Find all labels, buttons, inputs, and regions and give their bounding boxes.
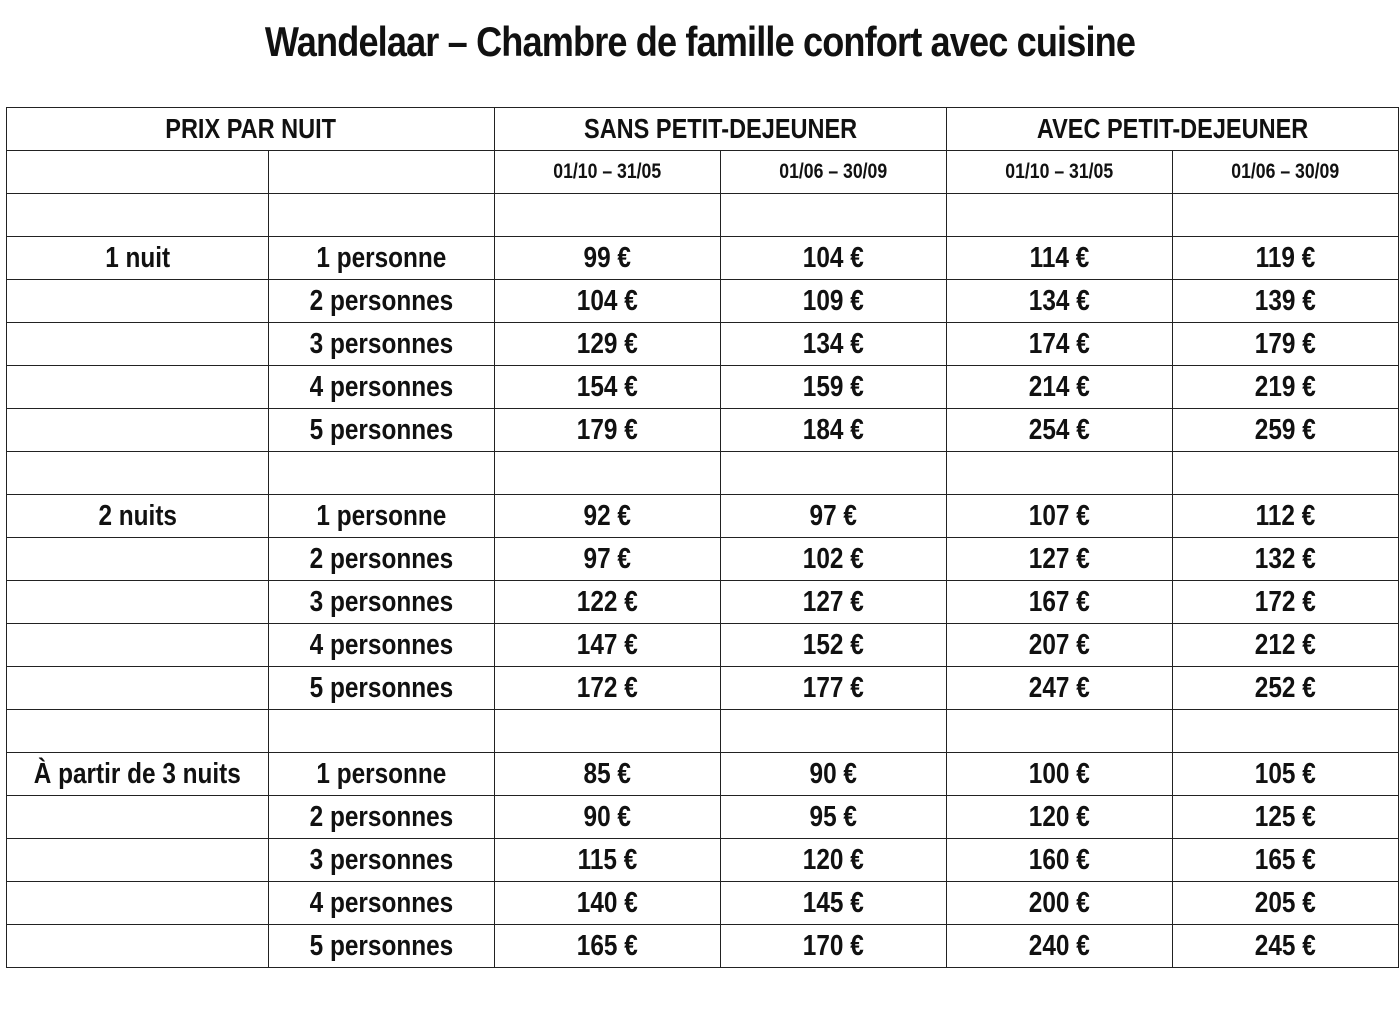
persons-label-text: 3 personnes [309, 327, 454, 360]
empty-cell [1173, 452, 1399, 495]
price-cell [947, 366, 1173, 409]
empty-cell [947, 194, 1173, 237]
empty-cell [7, 538, 269, 581]
price-cell [495, 667, 721, 710]
price-cell [1173, 495, 1399, 538]
persons-label [269, 796, 495, 839]
persons-label-text: 4 personnes [309, 370, 454, 403]
price-cell-text: 112 € [1255, 499, 1316, 532]
price-cell [947, 538, 1173, 581]
price-cell-text: 139 € [1255, 284, 1316, 317]
price-cell-text: 254 € [1029, 413, 1090, 446]
price-cell-text: 122 € [577, 585, 638, 618]
price-cell [1173, 882, 1399, 925]
price-cell-text: 97 € [583, 542, 632, 575]
empty-cell [269, 194, 495, 237]
price-row [7, 237, 1399, 280]
header-sans-petit-dejeuner [495, 108, 947, 151]
persons-label-text: 2 personnes [309, 284, 454, 317]
persons-label [269, 323, 495, 366]
persons-label [269, 280, 495, 323]
empty-cell [269, 151, 495, 194]
persons-label-text: 1 personne [316, 757, 447, 790]
price-cell-text: 100 € [1029, 757, 1090, 790]
price-cell-text: 172 € [1255, 585, 1316, 618]
price-cell-text: 165 € [577, 929, 638, 962]
empty-cell [7, 194, 269, 237]
price-cell-text: 125 € [1255, 800, 1316, 833]
persons-label [269, 237, 495, 280]
price-row [7, 839, 1399, 882]
empty-cell [269, 452, 495, 495]
price-cell [947, 581, 1173, 624]
price-cell-text: 184 € [803, 413, 864, 446]
price-cell [1173, 581, 1399, 624]
empty-cell [7, 323, 269, 366]
persons-label-text: 2 personnes [309, 800, 454, 833]
price-row [7, 409, 1399, 452]
price-cell [1173, 280, 1399, 323]
price-cell-text: 107 € [1029, 499, 1090, 532]
price-cell-text: 104 € [803, 241, 864, 274]
price-cell-text: 85 € [583, 757, 632, 790]
stay-length-label-text: 1 nuit [105, 241, 170, 274]
persons-label [269, 538, 495, 581]
persons-label-text: 5 personnes [309, 671, 454, 704]
price-cell-text: 90 € [809, 757, 858, 790]
price-cell [721, 882, 947, 925]
empty-cell [7, 796, 269, 839]
empty-cell [7, 581, 269, 624]
persons-label [269, 495, 495, 538]
price-row [7, 753, 1399, 796]
persons-label-text: 4 personnes [309, 886, 454, 919]
price-row [7, 624, 1399, 667]
price-row [7, 667, 1399, 710]
empty-cell [1173, 710, 1399, 753]
price-cell-text: 145 € [803, 886, 864, 919]
price-cell [947, 667, 1173, 710]
price-cell-text: 259 € [1255, 413, 1316, 446]
empty-cell [7, 366, 269, 409]
price-cell [947, 323, 1173, 366]
empty-cell [7, 280, 269, 323]
price-cell [947, 409, 1173, 452]
price-cell [721, 409, 947, 452]
stay-length-label [7, 237, 269, 280]
persons-label-text: 1 personne [316, 241, 447, 274]
price-cell [495, 323, 721, 366]
empty-cell [495, 710, 721, 753]
persons-label [269, 624, 495, 667]
price-cell [1173, 667, 1399, 710]
price-cell [1173, 366, 1399, 409]
empty-cell [495, 452, 721, 495]
price-cell-text: 214 € [1029, 370, 1090, 403]
price-cell-text: 205 € [1255, 886, 1316, 919]
price-cell-text: 127 € [803, 585, 864, 618]
price-cell-text: 114 € [1029, 241, 1090, 274]
persons-label-text: 5 personnes [309, 413, 454, 446]
price-cell-text: 104 € [577, 284, 638, 317]
price-cell [947, 280, 1173, 323]
price-cell-text: 212 € [1255, 628, 1316, 661]
price-cell-text: 207 € [1029, 628, 1090, 661]
price-cell-text: 140 € [577, 886, 638, 919]
price-row [7, 796, 1399, 839]
header-avec-label: AVEC PETIT-DEJEUNER [1036, 113, 1309, 144]
price-table-body [7, 108, 1399, 968]
spacer-row [7, 710, 1399, 753]
empty-cell [7, 452, 269, 495]
price-cell-text: 152 € [803, 628, 864, 661]
price-cell-text: 219 € [1255, 370, 1316, 403]
price-cell-text: 99 € [583, 241, 632, 274]
price-cell-text: 129 € [577, 327, 638, 360]
price-cell [495, 280, 721, 323]
price-cell-text: 92 € [583, 499, 632, 532]
price-cell [1173, 538, 1399, 581]
price-row [7, 323, 1399, 366]
header-sans-label: SANS PETIT-DEJEUNER [583, 113, 858, 144]
price-cell [495, 581, 721, 624]
price-cell-text: 174 € [1029, 327, 1090, 360]
price-cell [721, 495, 947, 538]
persons-label [269, 882, 495, 925]
page-title: Wandelaar – Chambre de famille confort avec cuisine [264, 18, 1136, 65]
header-row-main [7, 108, 1399, 151]
price-cell [495, 495, 721, 538]
price-cell [495, 753, 721, 796]
price-cell [1173, 323, 1399, 366]
period-header [721, 151, 947, 194]
price-cell [721, 366, 947, 409]
price-cell [947, 753, 1173, 796]
price-cell [721, 624, 947, 667]
price-cell [947, 495, 1173, 538]
persons-label-text: 1 personne [316, 499, 447, 532]
price-cell [495, 366, 721, 409]
price-cell-text: 245 € [1255, 929, 1316, 962]
empty-cell [269, 710, 495, 753]
price-cell [1173, 839, 1399, 882]
price-cell-text: 102 € [803, 542, 864, 575]
empty-cell [1173, 194, 1399, 237]
persons-label [269, 667, 495, 710]
price-cell-text: 95 € [809, 800, 858, 833]
period-header [947, 151, 1173, 194]
period-label: 01/10 – 31/05 [553, 160, 662, 183]
price-row [7, 495, 1399, 538]
persons-label [269, 409, 495, 452]
price-cell-text: 160 € [1029, 843, 1090, 876]
price-cell [947, 624, 1173, 667]
price-cell [721, 753, 947, 796]
period-label: 01/10 – 31/05 [1005, 160, 1114, 183]
spacer-row [7, 194, 1399, 237]
price-cell [495, 624, 721, 667]
empty-cell [7, 925, 269, 968]
price-cell-text: 200 € [1029, 886, 1090, 919]
price-cell-text: 240 € [1029, 929, 1090, 962]
empty-cell [721, 710, 947, 753]
price-cell [495, 925, 721, 968]
price-cell-text: 120 € [1029, 800, 1090, 833]
period-header [495, 151, 721, 194]
price-cell [721, 581, 947, 624]
price-cell-text: 109 € [803, 284, 864, 317]
price-cell [721, 925, 947, 968]
header-avec-petit-dejeuner [947, 108, 1399, 151]
empty-cell [721, 452, 947, 495]
price-cell-text: 127 € [1029, 542, 1090, 575]
price-cell-text: 177 € [803, 671, 864, 704]
price-cell [721, 323, 947, 366]
empty-cell [947, 710, 1173, 753]
price-cell [947, 237, 1173, 280]
price-row [7, 366, 1399, 409]
price-cell [947, 925, 1173, 968]
price-cell [1173, 925, 1399, 968]
price-cell [947, 882, 1173, 925]
price-cell [1173, 753, 1399, 796]
price-row [7, 538, 1399, 581]
header-prix-par-nuit [7, 108, 495, 151]
price-cell [1173, 409, 1399, 452]
price-row [7, 925, 1399, 968]
persons-label [269, 753, 495, 796]
header-row-periods [7, 151, 1399, 194]
price-cell-text: 134 € [803, 327, 864, 360]
empty-cell [7, 151, 269, 194]
stay-length-label [7, 495, 269, 538]
price-cell [947, 839, 1173, 882]
persons-label [269, 366, 495, 409]
persons-label [269, 839, 495, 882]
price-cell-text: 167 € [1029, 585, 1090, 618]
price-cell-text: 179 € [1255, 327, 1316, 360]
price-cell-text: 97 € [809, 499, 858, 532]
price-cell-text: 119 € [1255, 241, 1316, 274]
price-cell [721, 538, 947, 581]
price-cell [495, 409, 721, 452]
price-cell [495, 237, 721, 280]
price-cell [1173, 796, 1399, 839]
price-cell [721, 667, 947, 710]
price-cell-text: 132 € [1255, 542, 1316, 575]
price-row [7, 882, 1399, 925]
period-header [1173, 151, 1399, 194]
price-cell-text: 90 € [583, 800, 632, 833]
persons-label-text: 5 personnes [309, 929, 454, 962]
price-cell-text: 170 € [803, 929, 864, 962]
empty-cell [947, 452, 1173, 495]
empty-cell [495, 194, 721, 237]
empty-cell [7, 667, 269, 710]
stay-length-label [7, 753, 269, 796]
price-cell-text: 159 € [803, 370, 864, 403]
price-cell-text: 115 € [577, 843, 638, 876]
header-prix-par-nuit-label: PRIX PAR NUIT [165, 113, 336, 144]
price-cell-text: 252 € [1255, 671, 1316, 704]
price-cell [947, 796, 1173, 839]
price-cell [721, 796, 947, 839]
price-cell-text: 105 € [1255, 757, 1316, 790]
empty-cell [7, 409, 269, 452]
spacer-row [7, 452, 1399, 495]
price-row [7, 280, 1399, 323]
price-table [6, 107, 1399, 968]
stay-length-label-text: À partir de 3 nuits [33, 757, 242, 790]
empty-cell [721, 194, 947, 237]
price-cell [1173, 237, 1399, 280]
price-cell [721, 280, 947, 323]
persons-label-text: 4 personnes [309, 628, 454, 661]
price-cell-text: 134 € [1029, 284, 1090, 317]
price-cell-text: 179 € [577, 413, 638, 446]
empty-cell [7, 839, 269, 882]
persons-label [269, 581, 495, 624]
persons-label-text: 2 personnes [309, 542, 454, 575]
period-label: 01/06 – 30/09 [779, 160, 888, 183]
stay-length-label-text: 2 nuits [98, 499, 177, 532]
period-label: 01/06 – 30/09 [1231, 160, 1340, 183]
price-row [7, 581, 1399, 624]
price-cell [495, 839, 721, 882]
price-cell [495, 796, 721, 839]
persons-label-text: 3 personnes [309, 843, 454, 876]
price-cell-text: 120 € [803, 843, 864, 876]
empty-cell [7, 624, 269, 667]
price-cell [495, 882, 721, 925]
price-cell-text: 147 € [577, 628, 638, 661]
price-cell-text: 247 € [1029, 671, 1090, 704]
persons-label [269, 925, 495, 968]
empty-cell [7, 882, 269, 925]
price-cell [721, 237, 947, 280]
price-cell [495, 538, 721, 581]
price-cell-text: 165 € [1255, 843, 1316, 876]
price-cell-text: 172 € [577, 671, 638, 704]
empty-cell [7, 710, 269, 753]
price-cell [1173, 624, 1399, 667]
price-cell [721, 839, 947, 882]
price-cell-text: 154 € [577, 370, 638, 403]
persons-label-text: 3 personnes [309, 585, 454, 618]
